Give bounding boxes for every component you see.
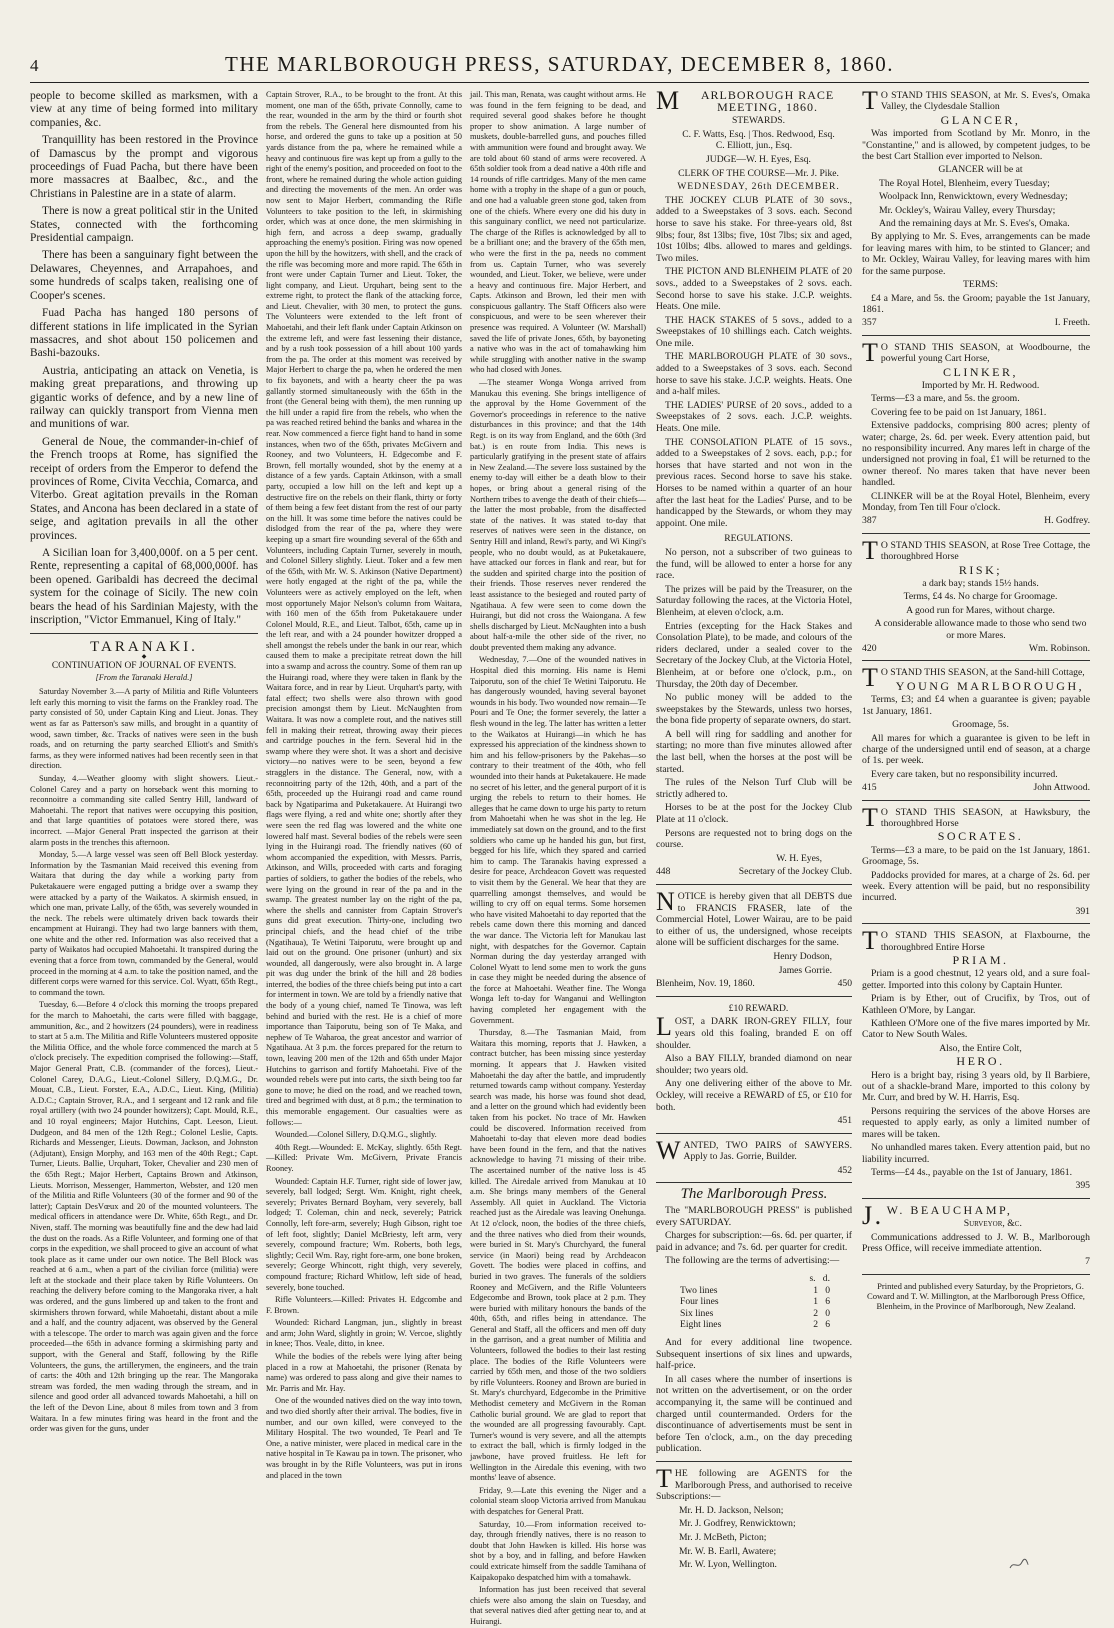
- press-para: In all cases where the number of insertions is not written on the advertisement, or on the order accompanying it, the same will be continued and charged until countermanded. Orders for the discontinuance of advertisements must be sent in before Ten o'clock, a.m., on the day preceding publication.: [656, 1373, 852, 1455]
- price-d: 6: [825, 1296, 830, 1308]
- ad-number: 415: [862, 782, 877, 794]
- press-para: And for every additional line twopence. Subsequent insertions of six lines and upwards, half-price.: [656, 1337, 852, 1372]
- horse-name: SOCRATES.: [937, 829, 1024, 844]
- agent: Mr. H. D. Jackson, Nelson;: [679, 1504, 784, 1516]
- notice-name: James Gorrie.: [778, 964, 832, 976]
- price-row: [680, 1319, 830, 1331]
- journal-para: —The steamer Wonga Wonga arrived from Manukau this evening. She brings intelligence of the approval by the Home Government of the Governor's proceedings in reference to the native disturbances in this province; and that the 14th Regt. is on its way from England, and the 60th (3rd bat.) is en route from India. This news is particularly gratifying in the present state of affairs in New Zealand.—The severe loss sustained by the enemy to-day will either be a death blow to their hopes, or bring about a general rising of the Northern tribes to avenge the death of their chiefs—the latter the most probable, from the disaffected state of the natives. It was stated to-day that reserves of natives were seen in the distance, on Sentry Hill and inland, Rewi's party, and Wi Kingi's people, who no doubt would, as at Puketakauere, have attacked our forces in flank and rear, but for the sudden and spirited charge into the position of their friends. Those reserves never rendered the least assistance to the besieged and routed party of Ngatihaua. A few were seen to come down the Huirangi, but did not cross the Waiongana. A few shells discharged by Lieut. McNaughten into a bush about half-a-mile the other side of the river, no doubt prevented them making any advance.: [470, 378, 646, 652]
- divider: [862, 1198, 1090, 1199]
- ad-place: Mr. Ockley's, Wairau Valley, every Thursday;: [879, 204, 1056, 216]
- column-1: [30, 90, 258, 1572]
- divider: [862, 335, 1090, 336]
- judge: JUDGE—W. H. Eyes, Esq.: [706, 153, 811, 165]
- press-para: The "MARLBOROUGH PRESS" is published every SATURDAY.: [656, 1205, 852, 1228]
- notice-text: NOTICE is hereby given that all DEBTS due to FRANCIS FRASER, late of the Commercial Hotel, Lower Wairau, are to be paid to either of us, the undersigned, whose receipts alone will be sufficient discharges for the same.: [656, 887, 852, 949]
- ad-number: 451: [837, 1115, 852, 1127]
- ad-number: 452: [837, 1164, 852, 1176]
- news-para: Fuad Pacha has hanged 180 persons of different stations in life implicated in the Syrian massacres, and shot about 150 policemen and Bashi-bazouks.: [30, 307, 258, 360]
- race-item: THE PICTON AND BLENHEIM PLATE of 20 sovs., added to a Sweepstakes of 2 sovs. each. Second horse to save his stake. J.C.P. weights. Heats. One mile.: [656, 266, 852, 313]
- price-d: 6: [825, 1319, 830, 1331]
- casualty-para: While the bodies of the rebels were lying after being placed in a row at Mahoetahi, the prisoner (Renata by name) was ordered to pass along and give their names to Mr. Parris and Mr. Hay.: [266, 1352, 462, 1393]
- agent: Mr. J. Godfrey, Renwicktown;: [679, 1518, 796, 1530]
- casualty-para: 40th Regt.—Wounded: E. McKay, slightly. 65th Regt.—Killed: Private Wm. McGivern, Private Francis Rooney.: [266, 1142, 462, 1173]
- divider: [656, 1133, 852, 1134]
- price-row: [680, 1308, 830, 1320]
- price-table: [680, 1273, 830, 1331]
- priam-ad: [862, 926, 1090, 1192]
- lost-ad: [656, 1003, 852, 1127]
- steward: C. Elliott, jun., Esq.: [715, 140, 793, 152]
- ad-para: Priam is a good chestnut, 12 years old, and a sure foal-getter. Imported into this colony by Captain Hunter.: [862, 968, 1090, 991]
- divider: [656, 884, 852, 885]
- press-title: The Marlborough Press.: [680, 1186, 828, 1203]
- price-label: Eight lines: [680, 1319, 722, 1331]
- risk-ad: [862, 535, 1090, 655]
- ad-signature: [862, 643, 1090, 654]
- steward: C. F. Watts, Esq.: [682, 128, 746, 140]
- divider: [862, 1274, 1090, 1275]
- column-3: [470, 90, 646, 1626]
- ad-intro: TO STAND THIS SEASON, at Mr. S. Eves's, Omaka Valley, the Clydesdale Stallion: [862, 86, 1090, 115]
- divider: [862, 660, 1090, 661]
- journal-para: Saturday, 10.—From information received to-day, through friendly natives, there is no reason to doubt that John Hawken is killed. His horse was shot by a boy, and in falling, and before Hawken could extricate himself from the saddle Tamihana of Kaipakopako despatched him with a tomahawk.: [470, 1519, 646, 1582]
- divider: [656, 1461, 852, 1462]
- ad-para: Communications addressed to J. W. B., Marlborough Press Office, will receive immediate attention.: [862, 1231, 1090, 1254]
- price-s: 2: [813, 1319, 818, 1331]
- horse-name: HERO.: [956, 1054, 1005, 1069]
- ad-para: Groomage, 5s.: [952, 719, 1009, 731]
- journal-para: Saturday November 3.—A party of Militia and Rifle Volunteers left early this morning to visit the farms on the Frankley road. The party consisted of 50, under Captain King and Lieut. Jonas. They went as far as Patterson's saw mills, and brought in a quantity of wood, sawn timber, &c. Tracks of natives were seen in the bush roads, and on returning the party searched Elliott's and Smith's farms, as they were informed natives had been recently seen in that direction.: [30, 687, 258, 771]
- race-item: THE HACK STAKES of 5 sovs., added to a Sweepstakes of 10 shillings each. Catch weights. One mile.: [656, 314, 852, 349]
- news-para: people to become skilled as marksmen, with a view at any time of being formed into military companies, &c.: [30, 90, 258, 129]
- journal-para: Sunday, 4.—Weather gloomy with slight showers. Lieut.-Colonel Carey and a party on horseback went this morning to reconnoitre a commanding site called Sentry Hill, landward of Mahoetahi. The report that natives were occupying this position, and that large quantities of potatoes were stored there, was incorrect. —Major General Pratt inspected the garrison at their alarm posts in the trenches this afternoon.: [30, 773, 258, 847]
- price-row: [680, 1285, 830, 1297]
- glancer-ad: [862, 86, 1090, 329]
- agents-ad: [656, 1463, 852, 1571]
- section-title: TARANAKI.: [90, 639, 198, 656]
- ad-number: 395: [1075, 1180, 1090, 1192]
- ad-para: £4 a Mare, and 5s. the Groom; payable the 1st January, 1861.: [862, 292, 1090, 315]
- ad-place: The Royal Hotel, Blenheim, every Tuesday;: [879, 177, 1050, 189]
- news-para: Tranquillity has been restored in the Province of Damascus by the prompt and vigorous proceedings of Fuad Pacha, but there have been more massacres at Baalbec, &c., and the Christians in Palestine are in a state of alarm.: [30, 134, 258, 200]
- agents-text: THE following are AGENTS for the Marlborough Press, and authorised to receive Subscriptions:—: [656, 1463, 852, 1503]
- ad-number: 450: [837, 978, 852, 990]
- race-signature: W. H. Eyes,: [776, 852, 822, 864]
- regulation: Entries (excepting for the Hack Stakes and Consolation Plate), to be made, and colours of the riders declared, under a sealed cover to the Secretary of the Jockey Club, at the Victoria Hotel, Blenheim, at or before one o'clock, p.m., on Thursday, the 20th day of December.: [656, 620, 852, 690]
- ad-para: Kathleen O'More one of the five mares imported by Mr. Cator to New South Wales.: [862, 1018, 1090, 1041]
- regulations-label: REGULATIONS.: [724, 533, 793, 545]
- young-marlborough-ad: [862, 663, 1090, 794]
- stewards-label: STEWARDS.: [731, 115, 786, 127]
- ad-number: 387: [862, 515, 877, 527]
- lost-text: Any one delivering either of the above to Mr. Ockley, will receive a REWARD of £5, or £10 for both.: [656, 1078, 852, 1113]
- race-meeting-ad: [656, 86, 852, 878]
- ad-para: Persons requiring the services of the above Horses are requested to apply early, as only a limited number of mares will be taken.: [862, 1105, 1090, 1140]
- regulation: Persons are requested not to bring dogs on the course.: [656, 827, 852, 851]
- price-label: Four lines: [680, 1296, 719, 1308]
- surveyor-name: J.W. BEAUCHAMP,: [862, 1200, 1013, 1230]
- ad-number: 448: [656, 866, 671, 878]
- ad-para: Imported by Mr. H. Redwood.: [921, 379, 1040, 391]
- agent: Mr. J. McBeth, Picton;: [679, 1531, 767, 1543]
- ad-para: Every care taken, but no responsibility incurred.: [871, 768, 1058, 780]
- ad-para: Terms, £3; and £4 when a guarantee is given; payable 1st January, 1861.: [862, 694, 1090, 717]
- press-para: Charges for subscription:—6s. 6d. per quarter, if paid in advance; and 7s. 6d. per quarter for credit.: [656, 1230, 852, 1253]
- press-terms: [656, 1186, 852, 1455]
- race-item: THE CONSOLATION PLATE of 15 sovs., added to a Sweepstakes of 2 sovs. each, p.p.; for horses that have started and not won in the previous races. Second horse to save his stake. Horses to be named within a quarter of an hour after the last heat for the Ladies' Purse, and to be handicapped by the Stewards, or whom they may appoint. One mile.: [656, 436, 852, 529]
- casualty-para: Wounded: Richard Langman, jun., slightly in breast and arm; John Ward, slightly in groin; W. Vercoe, slightly in knee; Thos. Veale, ditto, in knee.: [266, 1318, 462, 1349]
- masthead: [30, 52, 1089, 83]
- column-4: [656, 86, 852, 1572]
- journal-para: Captain Strover, R.A., to be brought to the front. At this moment, one man of the 65th, private Connolly, came to the rear, wounded in the arm by the third or fourth shot from the rebels. The General here dismounted from his horse, and ordered the guns to take up a position at 50 yards distance from the pa, where he remained while a heavy and continuous fire was kept up from a gully to the right of the enemy's position, and proceeded on foot to the front, where he remained during the whole action guiding and directing the movements of the men. An order was now sent to Major Herbert, commanding the Rifle Volunteers to take position to the left, in skirmishing order, which was at once done, the men skirmishing in high fern, and across a deep swamp, gradually approaching the enemy's position. Firing was now opened upon the hill by the howitzers, with shell, and the crack of the rifle was becoming more and more rapid. The 65th in front were under Captain Turner and Lieut. Toker, the light company, and Lieut. Urquhart, being sent to the extreme right, to protect the flank of the attacking force, and Lieut. Chevalier, with 30 men, to protect the guns. The Volunteers were extended to the left front of Mahoetahi, and their left flank under Captain Atkinson on the extreme left, and were fast lessening their distance, and by a rush took possession of a hill about 100 yards from the pa. The order at this moment was received by Major Herbert to charge the pa, when he ordered the men to fix bayonets, and with a hearty cheer the pa was gallantly stormed simultaneously with the 65th in the front (the General being with them), the men running up the hill under a rapid fire from the rebels, who when the pa was reached retired behind the banks and wharea in the rear. Now commenced a fierce fight hand to hand in some instances, when two of the 65th, privates McGivern and Rooney, and two Volunteers, H. Edgecombe and F. Brown, fell mortally wounded, shot by the enemy at a distance of a few yards. Captain Atkinson, with a small party, occupied a low hill on the left and kept up a destructive fire on the rebels on their flank, thirty or forty of them being a few feet distant from the rest of our party on the hill. It was some time before the natives could be dislodged from the rear of the pa, where they were keeping up a smart fire wounding several of the 65th and Volunteers, including Captain Turner, severely in mouth, and Colonel Sillery slightly. Lieut. Toker and a few men of the 65th, with Mr. W. S. Atkinson (Native Department) were hotly engaged at the right of the pa, while the Volunteers were as actively employed on the left, when most opportunely Major Nelson's column from Waitara, with 160 men of the 65th from Puketakauere under Colonel Mould, R.E., and Lieut. Talbot, 65th, came up in the left rear, and with a 24 pounder howitzer dropped a shell amongst the rebels under the bank in our rear, which caused them to make a precipitate retreat down the hill into a swamp and across the country. Some of them ran up the Huirangi road, where they were taken in flank by the Waitara force, and in rear by Lieut. Urquhart's party, with fatal effect; two shells were also thrown with good precision amongst them by Lieut. McNaughten from Waitara. It was now a complete rout, and the natives still fell in making their retreat, throwing away their pieces and cartridge pouches in the fern. Several hid in the swamp where they were shot. It was a short and decisive victory—no natives were to be seen, beyond a few stragglers in the distance. The General, now, with a reconnoitring party of the 12th, 40th, and a part of the 65th, proceeded up the Huirangi road and came round back by Ngatiparima and Puketakauere. At Huirangi two flags were flying, a red and white one; shortly after they were seen the red flag was lowered and the white one lowered half mast. Several bodies of the rebels were seen lying in the Huirangi road. The friendly natives (60 of whom accompanied the expedition, with Messrs. Parris, Atkinson, and Wills, proceeded with carts and foraging parties of soldiers, to gather the bodies of the rebels, who were lying on the ground in rear of the pa and in the swamp. The greatest number lay on the right of the pa, where the shells and cannister from Captain Strover's guns did great execution. Thirty-one, including two principal chiefs, and the head chief of the tribe (Ngatihaua), Te Wetini Taiporutu, were brought up and laid out on the ground. One prisoner (unhurt) and six wounded, all dangerously, were also brought in. A large pit was dug under the brink of the hill and 28 bodies interred, the bodies of the three chiefs being put into a cart for interment in town. We are told by a friendly native that the body of a young chief, named Te Tinowa, was left behind and buried with the rest. He is a chief of more importance than Taiporutu, being son of Te Maka, and nephew of Te Waharoa, the great ancestor and warrior of Ngatihaua. At 3 p.m. the forces prepared for the return to town, leaving 200 men of the 12th and 65th under Major Hutchins to garrison and fortify Mahoetahi. Five of the wounded rebels were put into carts, the sixth being too far gone to move; he died on the road, and we reached town, tired and begrimed with dust, at 8 p.m.; the termination to this memorable engagement. Our casualties were as follows:—: [266, 90, 462, 1127]
- journal-para: Thursday, 8.—The Tasmanian Maid, from Waitara this morning, reports that J. Hawken, a contract butcher, has been missing since yesterday morning. It appears that J. Hawken visited Mahoetahi the day after the battle, and imprudently returned towards camp without company. Yesterday search was made, his horse was found shot dead, and a letter on the ground which had evidently been taken from his pocket. No trace of Mr. Hawken could be discovered. Information received from Mahoetahi to-day that eleven more dead bodies have been found in the fern, and that the natives acknowledge to having 71 missing of their tribe. The ascertained number of the native loss is 45 killed. The Airedale arrived from Manukau at 10 a.m. She brings many members of the General Assembly. All quiet in Auckland. The Victoria reached just as the Airedale was leaving Onehunga. At 12 o'clock, noon, the bodies of the three chiefs, and the three natives who died from their wounds, were buried in St. Mary's Churchyard, the funeral service (in Maori) being read by Archdeacon Govett. The bodies were placed in coffins, and buried in two graves. The funerals of the soldiers Rooney and McGivern, and the Rifle Volunteers Edgecombe and Brown, took place at 2 p.m. They were buried with military honours the bands of the 40th, 65th, and rifles being in attendance. The General and Staff, all the officers and men off duty in the garrison, and a great number of Militia and Volunteers, followed the bodies to their last resting place. The bodies of the Rifle Volunteers were carried by 65th men, and those of the two soldiers by rifle Volunteers. Rooney and Brown are buried in St. Mary's churchyard, Edgecombe in the Primitive Methodist cemetery and McGivern in the Roman Catholic burial ground. We are glad to report that the wounded are all progressing favourably. Capt. Turner's wound is very severe, and all the attempts to extract the ball, which is firmly lodged in the jawbone, have proved fruitless. He left for Wellington in the Airedale this evening, with two months' leave of absence.: [470, 1028, 646, 1483]
- ad-para: Terms—£3 a mare, and 5s. the groom.: [871, 393, 1020, 405]
- ad-signature: [862, 317, 1090, 328]
- news-para: Austria, anticipating an attack on Venetia, is making great preparations, and throwing up gigantic works of defence, and by a new line of railway can quickly transport from Vienna men and munitions of war.: [30, 364, 258, 431]
- race-item: THE LADIES' PURSE of 20 sovs., added to a Sweepstakes of 2 sovs. each. J.C.P. weights. Heats. One mile.: [656, 399, 852, 435]
- price-d: 0: [825, 1307, 830, 1319]
- surveyor-title: Surveyor, &c.: [963, 1218, 1022, 1230]
- regulation: No public money will be added to the sweepstakes by the Stewards, unless two horses, the bona fide property of separate owners, do start.: [656, 692, 852, 727]
- race-title: MARLBOROUGH RACE MEETING, 1860.: [656, 86, 835, 115]
- race-date: WEDNESDAY, 26th DECEMBER.: [677, 181, 840, 193]
- regulation: The rules of the Nelson Turf Club will be strictly adhered to.: [656, 777, 852, 800]
- price-col-s: s.: [809, 1273, 816, 1285]
- price-s: 1: [813, 1296, 818, 1308]
- ad-para: Hero is a bright bay, rising 3 years old, by Il Barbiere, out of a shackle-brand Mare, imported to this colony by Mr. Curr, and bred by W. H. Harris, Esq.: [862, 1069, 1090, 1104]
- ad-number: 7: [1085, 1256, 1090, 1268]
- ad-para: Terms—£4 4s., payable on the 1st of January, 1861.: [871, 1166, 1073, 1178]
- notice-ad: [656, 887, 852, 990]
- price-label: Six lines: [680, 1307, 714, 1319]
- ad-para: Extensive paddocks, comprising 800 acres; plenty of water; charge, 2s. 6d. per week. Every attention paid, but no responsibility incurred. Any mares left in charge of the undersigned not proving in foal, £1 will be returned to the owner thereof. No mares taken that have never been handled.: [862, 420, 1090, 489]
- press-para: The following are the terms of advertising:—: [665, 1255, 840, 1267]
- ad-intro: TO STAND THIS SEASON, at Woodbourne, the powerful young Cart Horse,: [862, 337, 1090, 367]
- column-5: [862, 86, 1090, 1572]
- divider: [862, 923, 1090, 924]
- horse-name: GLANCER,: [940, 112, 1021, 127]
- price-header: [680, 1273, 830, 1285]
- casualty-para: One of the wounded natives died on the way into town, and two died shortly after their arrival. The bodies, five in number, and our own killed, were conveyed to the Military Hospital. The two wounded, Te Pearl and Te One, a native minister, were placed in medical care in the native hospital in Te Kawau pa in town. The prisoner, who was brought in by the Rifle Volunteers, was put in irons and placed in the town: [266, 1396, 463, 1480]
- price-s: 2: [813, 1307, 818, 1319]
- ad-subhead: GLANCER will be at: [938, 164, 1023, 176]
- regulation: Horses to be at the post for the Jockey Club Plate at 11 o'clock.: [656, 802, 852, 826]
- ad-para: Terms—£3 a mare, to be paid on the 1st January, 1861. Groomage, 5s.: [862, 844, 1090, 868]
- ad-para: No unhandled mares taken. Every attention paid, but no liability incurred.: [862, 1142, 1090, 1165]
- ad-intro: TO STAND THIS SEASON, at Hawksbury, the thoroughbred Horse: [862, 802, 1090, 832]
- column-2: [266, 90, 462, 1572]
- section-subtitle: CONTINUATION OF JOURNAL OF EVENTS.: [51, 661, 237, 672]
- ad-para: CLINKER will be at the Royal Hotel, Blenheim, every Monday, from Ten till Four o'clock.: [862, 490, 1090, 513]
- notice-name: Henry Dodson,: [773, 950, 832, 962]
- ad-signature: [862, 515, 1090, 526]
- signature: John Attwood.: [1033, 782, 1090, 794]
- journal-para: Monday, 5.—A large vessel was seen off Bell Block yesterday. Information by the Tasmanian Maid received this evening from Waitara that during the day while a working party from Puketakauere were engaged putting a bridge over a swamp they were attacked by a party of the Waikatos. A skirmish ensued, in which one man, private Lally, of the 65th, was severely wounded in the neck. The rebels were ultimately driven back towards their encampment at Huirangi. They had two large banners with them, one white and the other red. Information was also received that a party of Waikatos had occupied Mahoetahi. It transpired during the evening that a force from town, commanded by the General, would proceed in the morning at 4 a.m. to take the position named, and the different corps were warned for this service. Col. Wyatt, 65th Regt., to command the town.: [30, 850, 258, 997]
- wanted-ad: [656, 1135, 852, 1177]
- signature: H. Godfrey.: [1044, 515, 1090, 527]
- price-col-d: d.: [822, 1273, 830, 1285]
- news-para: General de Noue, the commander-in-chief of the French troops at Rome, has signified the receipt of orders from the Emperor to defend the provinces of Rome, Civita Vecchia, Comarca, and Viterbo. Great agitation prevails in the Roman States, and Ancona has been declared in a state of seige, and agitation prevails in all the other provinces.: [30, 435, 258, 542]
- casualty-para: Wounded: Captain H.F. Turner, right side of lower jaw, severely, ball lodged; Sergt. Wm. Knight, right cheek, severely; Privates Bernard Boyham, very severely, ball lodged; T. Coleman, chin and neck, severely; Patrick Connolly, left fore-arm, severely; Hugh Gibson, right toe of left foot, slightly; Daniel McBriesty, left arm, very severely, compound fracture; Wm. Roberts, both legs, slightly; Cecil Wm. Ray, right fore-arm, one bone broken, severely; George Whincott, right thigh, very severely, compound fracture; Richard Whitlow, left side of head, severely, bone touched.: [266, 1176, 462, 1292]
- ad-para: Also, the Entire Colt,: [939, 1042, 1022, 1054]
- imprint: Printed and published every Saturday, by the Proprietors, G. Coward and T. W. Millington, at the Marlborough Press Office, Blenheim, in the Province of Marlborough, New Zealand.: [867, 1280, 1085, 1311]
- notice-date: Blenheim, Nov. 19, 1860.: [656, 978, 755, 990]
- ad-para: Priam is by Ether, out of Crucifix, by Tros, out of Kathleen O'More, by Langar.: [862, 993, 1090, 1016]
- horse-name: YOUNG MARLBOROUGH,: [895, 678, 1085, 693]
- clerk: CLERK OF THE COURSE—Mr. J. Pike.: [678, 167, 839, 179]
- journal-para: jail. This man, Renata, was caught without arms. He was found in the fern feigning to be dead, and required several good shakes before he thought proper to show animation. A large number of muskets, double-barrelled guns, and pouches filled with ammunition were found and brought away. We are told about 60 stand of arms were recovered. A 65th soldier took from a dead native a 40th rifle and 14 rounds of rifle cartridges. Many of the men came home with a trophy in the shape of a gun or pouch, and one had a valuable green stone god, taken from one of the chiefs. Where every one did his duty in this sanguinary conflict, we need not particularize. The charge of the Rifles is acknowledged by all to be a brilliant one; and the bravery of the 65th men, who were the first in the pa, needs no comment from us. Captain Turner, who was severely wounded, and Lieut. Toker, we believe, were under a heavy and continuous fire. Major Herbert, and Capts. Atkinson and Brown, led their men with conspicuous gallantry. The Staff Officers also were conspicuous, and were to be seen wherever their presence was required. A Volunteer (W. Marshall) saved the life of private Jones, 65th, by bayoneting a native who was in the act of tomahawking him while struggling with another native in the swamp who had closed with Jones.: [470, 90, 646, 375]
- price-label: Two lines: [680, 1284, 718, 1296]
- beauchamp-ad: [862, 1200, 1090, 1268]
- casualty-para: Rifle Volunteers.—Killed: Privates H. Edgcombe and F. Brown.: [266, 1295, 462, 1315]
- ad-para: Covering fee to be paid on 1st January, 1861.: [871, 406, 1047, 418]
- horse-name: PRIAM.: [952, 953, 1009, 967]
- divider: [862, 800, 1090, 801]
- divider: [656, 1182, 852, 1183]
- agent: Mr. W. Lyon, Wellington.: [679, 1559, 777, 1571]
- ad-para: By applying to Mr. S. Eves, arrangements can be made for leaving mares with him, to be stinted to Glancer; and to Mr. Ockley, Wairau Valley, for leaving mares with him for the same purpose.: [862, 231, 1090, 277]
- casualty-para: Wounded.—Colonel Sillery, D.Q.M.G., slightly.: [275, 1130, 437, 1140]
- ad-number: 420: [862, 643, 877, 655]
- terms-label: TERMS:: [963, 279, 998, 291]
- journal-para: Information has just been received that several chiefs were also among the slain on Tuesday, and that several natives died after getting near to, and at Huirangi.: [470, 1585, 646, 1626]
- stewards-list: C. F. Watts, Esq. | Thos. Redwood, Esq. C. Elliott, jun., Esq.: [682, 128, 835, 152]
- ad-signature: [862, 782, 1090, 793]
- regulation: A bell will ring for saddling and another for starting; no more than five minutes allowed after the last bell, when the horses at the post will be started.: [656, 728, 852, 775]
- journal-para: Friday, 9.—Late this evening the Niger and a colonial steam sloop Victoria arrived from Manukau with despatches for General Pratt.: [470, 1485, 646, 1516]
- clinker-ad: [862, 337, 1090, 527]
- ad-number: 357: [862, 317, 877, 329]
- ad-para: A good run for Mares, without charge.: [906, 604, 1055, 616]
- signature: Wm. Robinson.: [1028, 643, 1090, 655]
- socrates-ad: [862, 802, 1090, 918]
- ad-intro: TO STAND THIS SEASON, at the Sand-hill Cottage,: [862, 663, 1085, 693]
- reward-heading: £10 REWARD.: [728, 1002, 789, 1014]
- news-para: A Sicilian loan for 3,400,000f. on a 5 per cent. Rente, representing a capital of 68,000,000f. has been opened. Garibaldi has decreed the decimal system for the coinage of Sicily. The new coin bears the head of his Sardinian Majesty, with the inscription, "Victor Emmanuel, King of Italy.": [30, 547, 258, 627]
- agent: Mr. W. B. Earll, Awatere;: [679, 1545, 777, 1557]
- race-item: THE JOCKEY CLUB PLATE of 30 sovs., added to a Sweepstakes of 3 sovs. each. Second horse to save his stake. For three-years old, 8st 9lbs; four, 8st 13lbs; five, 10st 7lbs; six and aged, 10st 10lbs; 4lbs. allowed to mares and geldings. Two miles.: [656, 194, 852, 264]
- scribble-mark: [1008, 1558, 1030, 1572]
- horse-name: CLINKER,: [943, 364, 1018, 379]
- notice-footer: [656, 978, 852, 990]
- lost-text: LOST, a DARK IRON-GREY FILLY, four years old this foaling, branded E on off shoulder.: [656, 1012, 852, 1051]
- price-row: [680, 1296, 830, 1308]
- price-d: 0: [825, 1284, 830, 1296]
- regulation: No person, not a subscriber of two guineas to the fund, will be allowed to enter a horse for any race.: [656, 546, 852, 582]
- ad-intro: TO STAND THIS SEASON, at Flaxbourne, the thoroughbred Entire Horse: [862, 926, 1090, 956]
- ad-para: a dark bay; stands 15½ hands.: [922, 578, 1039, 590]
- divider: [656, 996, 852, 997]
- ad-place: Woolpack Inn, Renwicktown, every Wednesday;: [879, 191, 1068, 203]
- lost-text: Also a BAY FILLY, branded diamond on near shoulder; two years old.: [656, 1053, 852, 1076]
- price-s: 1: [813, 1284, 818, 1296]
- regulation: The prizes will be paid by the Treasurer, on the Saturday following the races, at the Victoria Hotel, Blenheim, at eleven o'clock, a.m.: [656, 583, 852, 618]
- ad-para: Was imported from Scotland by Mr. Monro, in the "Constantine," and is allowed, by competent judges, to be the best Cart Stallion ever imported to Nelson.: [862, 128, 1090, 163]
- ad-para: Terms, £4 4s. No charge for Groomage.: [903, 591, 1058, 603]
- section-source: [From the Taranaki Herald.]: [95, 672, 193, 682]
- ad-para: All mares for which a guarantee is given to be left in charge of the undersigned until end of season, at a charge of 1s. per week.: [862, 732, 1090, 767]
- news-para: There has been a sanguinary fight between the Delawares, Cheyennes, and Arrapahoes, and some hundreds of scalps taken, realising one of Cooper's scenes.: [30, 249, 258, 302]
- journal-para: Wednesday, 7.—One of the wounded natives in Hospital died this morning. His name is Hemi Taiporutu, son of the chief Te Wetini Taiporutu. He has dangerously wounded, having several bayonet wounds in his body. Two wounded now remain—Te Pouri and Te One; the former severely, the latter a flesh wound in the leg. The latter has written a letter to the Waikatos at Huirangi—in which he has expressed his appreciation of the kindness shown to him and his fellow-prisoners by the Pakehas—so contrary to their treatment of the 40th, who fell wounded into their hands at Puketakauere. He made no secret of his letter, and the general purport of it is urging the rebels to return to their homes. He alleges that he came down to urge his party to return from Mahoetahi when he was shot in the leg. He immediately sat down on the ground, and to the first soldiers who came up he handed his gun, but first, begged for his life, which they spared and carried him to camp. The Taranakis having expressed a desire for peace, Archdeacon Govett was requested to visit them by the General. We hear that they are quarrelling amongst themselves, and would be willing to cry off on equal terms. Some horsemen who have visited Mahoetahi to day reported that the rebels came down there this morning and danced the war dance. The Victoria left for Manukau last night, with despatches for the Governor. Captain Norman during the day yesterday arranged with Colonel Wyatt to lend some men to work the guns in case they might be needed during the absence of the force at Mahoetahi. Weather fine. The Wonga Wonga left to-day for Wanganui and Wellington having completed her engagement with the Government.: [470, 655, 646, 1025]
- race-signature-line: [656, 866, 852, 878]
- ornament: ◆: [141, 654, 147, 661]
- journal-para: Tuesday, 6.—Before 4 o'clock this morning the troops prepared for the march to Mahoetahi, the carts were filled with baggage, ammunition, &c., and 2 howitzers (24 pounders), were in readiness to start at 5 a.m. The Militia and Rifle Volunteers mustered opposite the Militia Office, and the whole force commenced the march at 5 o'clock precisely. The expedition comprised the following:—Staff, Major General Pratt, C.B. (commander of the forces), Lieut.-Colonel Carey, D.A.G., Lieut.-Colonel Sillery, D.Q.M.G., Dr. Mouat, C.B., Lieut. Forster, E.A., A.D.C., Lieut. King, (Militia) A.D.C.; Captain Strover, R.A., and 1 sergeant and 12 rank and file royal artillery (with two 24 pounder howitzers); Capt. Mould, R.E., and 10 royal engineers; Major Hutchins, Capt. Leeson, Lieut. Dudgeon, and 84 men of the 12th Regt.; Colonel Leslie, Capts. Richards and Messenger, Lieuts. Dowman, Jackson, and Johnston (Adjutant), Ensign Morphy, and 163 men of the 40th Regt.; Capt. Turner, Lieuts. Ballie, Urquhart, Toker, Chevalier and 230 men of the 65th Regt.; Major Herbert, Captains Brown and Atkinson, Lieuts. Morrison, Messenger, Hammerton, Webster, and 120 men of the Militia and Rifle Volunteers (30 of the former and 90 of the latter); Captain DesVœux and 20 of the mounted volunteers. The medical officers in attendance were Dr. White, 65th Regt., and Dr. Niven, staff. The morning was beautifully fine and the dew had laid the dust on the roads. As a Rifle Volunteer, and forming one of that corps in the expedition, we shall proceed to give an account of what took place as it came under our own notice. The Bell Block was reached at 6 a.m., when a part of the civilian force (militia) were left at the stockade and their place taken by Rifle Volunteers. On reaching the delivery before coming to the Mangoraka river, a halt was ordered, and the guns limbered up and taken to the front and skirmishers thrown forward, while Mahoetahi, distant about a mile and a half, and the country adjacent, was observed by the General with a telescope. The order to march was again given and the force proceeded—the 65th in advance forming a skirmishing party and support, with the General and Staff, following by the Rifle Volunteers, the guns, the artillerymen, the engineers, and the train of carts: the 40th and 12th bringing up the rear. The Mangoraka stream was forded, the men wading through the stream, and in silence and good order all advanced towards Mahoetahi, a hill on the left of the Devon Line, about 8 miles from town and 3 from Waitara. In a few minutes firing was heard in the front and the order was given for the guns, under: [30, 1000, 258, 1434]
- masthead-title: THE MARLBOROUGH PRESS, SATURDAY, DECEMBER 8, 1860.: [225, 52, 894, 76]
- page-number: 4: [30, 56, 39, 75]
- signature: I. Freeth.: [1054, 317, 1090, 329]
- ad-intro: TO STAND THIS SEASON, at Rose Tree Cottage, the thoroughbred Horse: [862, 535, 1090, 565]
- divider: [862, 533, 1090, 534]
- signature-role: Secretary of the Jockey Club.: [738, 866, 852, 878]
- news-para: There is now a great political stir in the United States, connected with the forthcoming Presidential campaign.: [30, 205, 258, 245]
- ad-para: A considerable allowance made to those who send two or more Mares.: [874, 618, 1087, 641]
- ad-number: 391: [1075, 905, 1090, 917]
- news-items: [30, 90, 258, 627]
- horse-name: RISK;: [958, 562, 1003, 577]
- ad-place: And the remaining days at Mr. S. Eves's, Omaka.: [879, 218, 1070, 230]
- ad-para: Paddocks provided for mares, at a charge of 2s. 6d. per week. Every attention will be paid, but no responsibility incurred.: [862, 869, 1090, 904]
- wanted-text: WANTED, TWO PAIRS of SAWYERS. Apply to Jas. Gorrie, Builder.: [656, 1135, 852, 1165]
- divider: [30, 633, 258, 634]
- steward: Thos. Redwood, Esq.: [752, 128, 835, 140]
- race-item: THE MARLBOROUGH PLATE of 30 sovs., added to a Sweepstakes of 3 sovs. each. Second horse to save his stake. J.C.P. weights. Heats. One and a-half miles.: [656, 351, 852, 398]
